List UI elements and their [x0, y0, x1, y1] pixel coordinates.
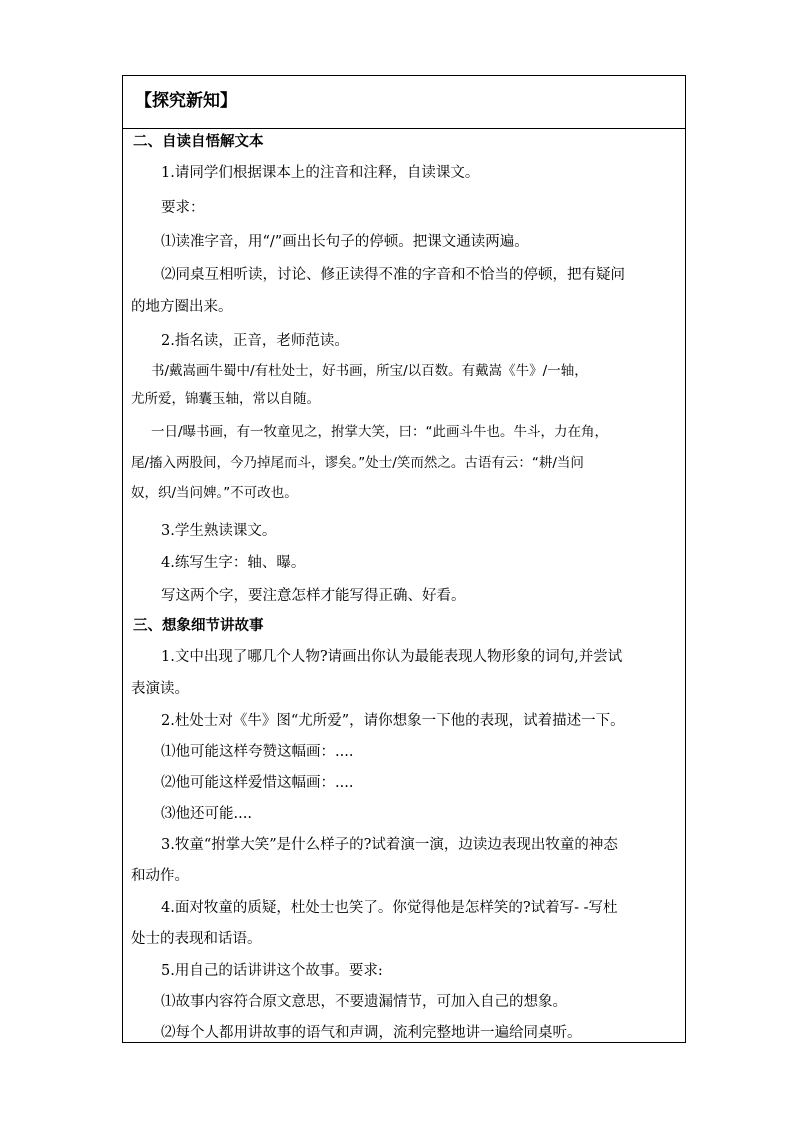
part2-item4: 4.练写生字：轴、曝。 [161, 555, 306, 571]
part2-item2: 2.指名读，正音，老师范读。 [161, 333, 349, 349]
part2-item1: 1.请同学们根据课本上的注音和注释，自读课文。 [161, 165, 480, 181]
part3-q2-a: ⑴他可能这样夸赞这幅画：.... [161, 744, 354, 760]
part3-q2: 2.杜处士对《牛》图“尤所爱”，请你想象一下他的表现，试着描述一下。 [161, 713, 625, 729]
classical-text-p2-line2: 尾/搐入两股间，今乃掉尾而斗，谬矣。”处士/笑而然之。古语有云：“耕/当问 [131, 455, 584, 471]
classical-text-p2-line3: 奴，织/当问婢。”不可改也。 [131, 485, 298, 501]
part2-heading: 二、自读自悟解文本 [133, 133, 264, 150]
part3-q4-line2: 处士的表现和话语。 [131, 931, 262, 947]
part3-q5: 5.用自己的话讲讲这个故事。要求: [161, 963, 383, 979]
part2-item3: 3.学生熟读课文。 [161, 523, 277, 539]
classical-text-p1-line1: 书/戴嵩画牛蜀中/有杜处士，好书画，所宝/以百数。有戴嵩《牛》/一轴， [151, 363, 588, 379]
part3-q2-c: ⑶他还可能.... [161, 806, 252, 822]
title-divider [123, 128, 685, 129]
part3-q2-b: ⑵他可能这样爱惜这幅画：.... [161, 775, 354, 791]
part2-req2-line2: 的地方圈出来。 [131, 299, 233, 315]
part2-req-label: 要求： [161, 200, 205, 216]
classical-text-p1-line2: 尤所爱，锦囊玉轴，常以自随。 [131, 391, 320, 407]
part2-item4-note: 写这两个字，要注意怎样才能写得正确、好看。 [161, 588, 466, 604]
content-table [122, 75, 686, 1043]
part2-req1: ⑴读准字音，用“/”画出长句子的停顿。把课文通读两遍。 [161, 234, 529, 250]
part3-q4-line1: 4.面对牧童的质疑，杜处士也笑了。你觉得他是怎样笑的?试着写- -写杜 [161, 900, 618, 916]
section-title: 【探究新知】 [135, 91, 237, 111]
part3-q3-line2: 和动作。 [131, 868, 189, 884]
part3-q1-line1: 1.文中出现了哪几个人物?请画出你认为最能表现人物形象的词句,并尝试 [161, 649, 623, 665]
classical-text-p2-line1: 一日/曝书画，有一牧童见之，拊掌大笑，曰：“此画斗牛也。牛斗，力在角， [151, 424, 609, 440]
part2-req2-line1: ⑵同桌互相听读，讨论、修正读得不准的字音和不恰当的停顿，把有疑问 [161, 267, 625, 283]
part3-q3-line1: 3.牧童“拊掌大笑”是什么样子的?试着演一演，边读边表现出牧童的神态 [161, 837, 618, 853]
part3-q5-b: ⑵每个人都用讲故事的语气和声调，流利完整地讲一遍给同桌听。 [161, 1025, 582, 1041]
part3-q5-a: ⑴故事内容符合原文意思，不要遗漏情节，可加入自己的想象。 [161, 994, 567, 1010]
part3-q1-line2: 表演读。 [131, 681, 189, 697]
part3-heading: 三、想象细节讲故事 [133, 617, 264, 634]
